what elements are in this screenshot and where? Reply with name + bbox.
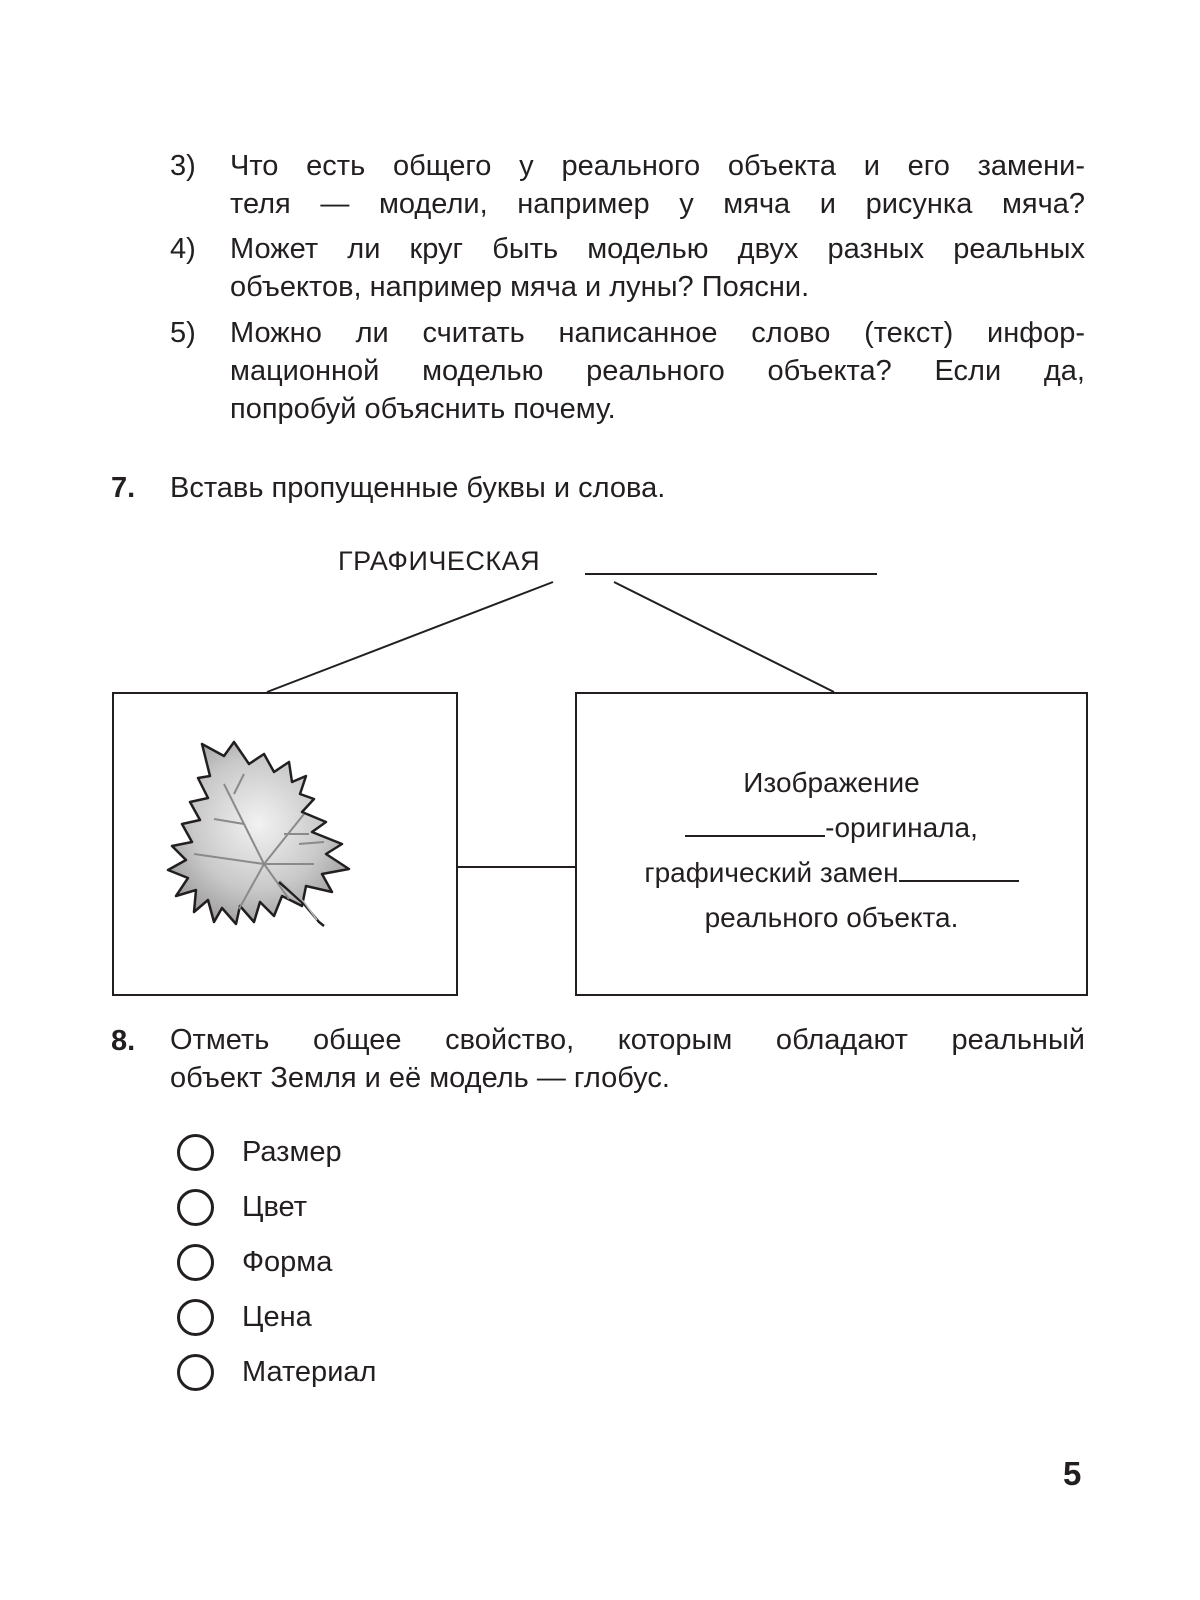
maple-leaf-icon [114,694,456,994]
description-text [575,760,1088,940]
question-line: мационной моделью реального объекта? Если да, [230,355,1085,387]
task-8-text [170,1021,1085,1097]
description-line-3-text: графический замен [644,857,899,888]
question-line: объектов, например мяча и луны? Поясни. [230,271,810,303]
diagram-title-blank[interactable] [585,573,877,575]
radio-circle-icon[interactable] [177,1189,214,1226]
option-label: Материал [242,1356,377,1388]
description-line-2 [575,805,1088,850]
question-number: 3) [170,150,196,182]
question-line: Может ли круг быть моделью двух разных реальных [230,233,1085,265]
option-label: Цена [242,1301,312,1333]
task-8-line: Отметь общее свойство, которым обладают реальный [170,1024,1085,1056]
description-line-4: реального объекта. [704,902,959,933]
option-shape[interactable] [177,1235,376,1290]
option-label: Форма [242,1246,333,1278]
radio-circle-icon[interactable] [177,1299,214,1336]
task-8-number: 8. [111,1025,136,1057]
option-label: Цвет [242,1191,307,1223]
answer-options [177,1125,376,1400]
question-number: 5) [170,317,196,349]
page-number: 5 [1063,1455,1082,1492]
description-line-2-text: -оригинала, [825,812,978,843]
connector-right [614,582,834,692]
option-size[interactable] [177,1125,376,1180]
radio-circle-icon[interactable] [177,1354,214,1391]
radio-circle-icon[interactable] [177,1244,214,1281]
task-7-number: 7. [111,472,136,504]
connector-left [267,582,553,692]
question-line: Что есть общего у реального объекта и его замени- [230,150,1085,182]
blank-original[interactable] [685,809,825,837]
question-line: Можно ли считать написанное слово (текст) инфор- [230,317,1085,349]
radio-circle-icon[interactable] [177,1134,214,1171]
option-label: Размер [242,1136,342,1168]
diagram-title: ГРАФИЧЕСКАЯ [338,546,541,576]
question-line: теля — модели, например у мяча и рисунка мяча? [230,188,1085,220]
question-number: 4) [170,233,196,265]
option-material[interactable] [177,1345,376,1400]
description-line-3 [575,850,1088,895]
option-color[interactable] [177,1180,376,1235]
image-box [112,692,458,996]
task-7-text: Вставь пропущенные буквы и слова. [170,472,666,504]
task-8-line: объект Земля и её модель — глобус. [170,1062,670,1094]
question-line: попробуй объяснить почему. [230,393,616,425]
option-price[interactable] [177,1290,376,1345]
description-line-1: Изображение [743,767,920,798]
blank-substitute-ending[interactable] [899,854,1019,882]
